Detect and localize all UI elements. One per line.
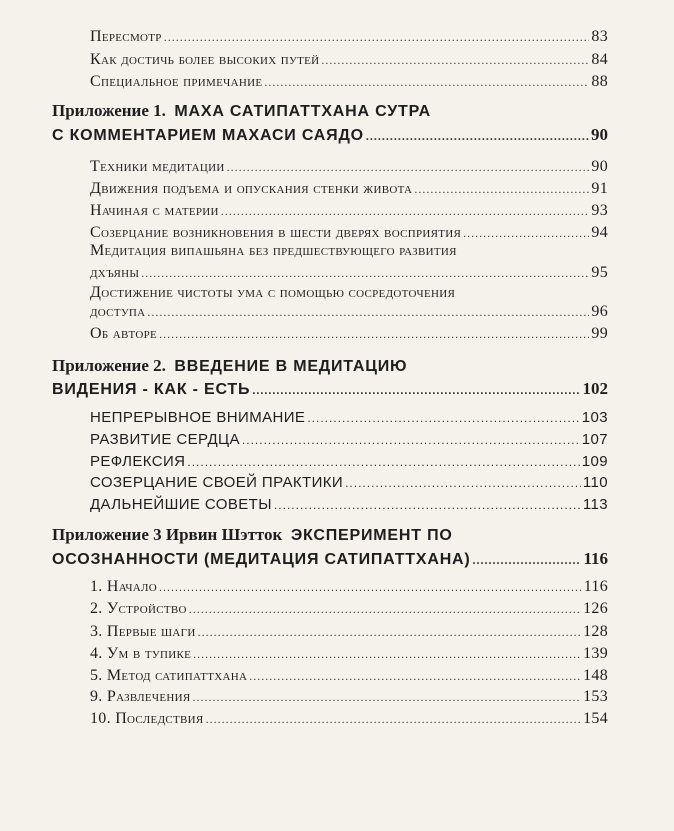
page-number: 93 — [591, 202, 608, 219]
toc-entry: Специальное примечание ..... 88 — [90, 73, 608, 91]
page-number: 103 — [581, 409, 608, 426]
dot-leader — [193, 647, 581, 662]
page-number: 154 — [583, 710, 608, 727]
dot-leader — [307, 411, 579, 425]
page-number: 153 — [583, 688, 608, 705]
toc-entry: Движения подъема и опускания стенки живота ..... 91 — [90, 180, 608, 198]
dot-leader — [345, 476, 581, 490]
dot-leader — [187, 455, 579, 469]
dot-leader — [264, 75, 589, 90]
page-number: 90 — [591, 125, 608, 144]
page-number: 84 — [591, 51, 608, 68]
page-number: 90 — [591, 158, 608, 175]
toc-entry: НЕПРЕРЫВНОЕ ВНИМАНИЕ ..... 103 — [90, 409, 608, 426]
toc-entry: Об авторе ..... 99 — [90, 325, 608, 343]
toc-entry: РАЗВИТИЕ СЕРДЦА ..... 107 — [90, 431, 608, 448]
section-heading-line: ВИДЕНИЯ - КАК - ЕСТЬ ..... 102 — [52, 379, 608, 399]
dot-leader — [141, 266, 589, 281]
page-number: 88 — [591, 73, 608, 90]
toc-entry: Пересмотр ..... 83 — [90, 28, 608, 46]
dot-leader — [252, 383, 580, 398]
page-number: 107 — [581, 431, 608, 448]
section-heading: Приложение 1. МАХА САТИПАТТХАНА СУТРА — [52, 101, 431, 120]
toc-entry: РЕФЛЕКСИЯ ..... 109 — [90, 453, 608, 470]
page-number: 110 — [582, 474, 608, 491]
dot-leader — [192, 690, 581, 705]
page-number: 102 — [582, 379, 608, 398]
toc-entry: 10. Последствия ..... 154 — [90, 710, 608, 728]
page-number: 99 — [591, 325, 608, 342]
dot-leader — [206, 712, 582, 727]
page-number: 113 — [582, 496, 608, 513]
page-number: 83 — [591, 28, 608, 45]
toc-entry: 9. Развлечения ..... 153 — [90, 688, 608, 706]
dot-leader — [221, 204, 590, 219]
dot-leader — [321, 53, 589, 68]
page-number: 95 — [591, 264, 608, 281]
toc-entry: Техники медитации ..... 90 — [90, 158, 608, 176]
dot-leader — [242, 433, 580, 447]
page-number: 139 — [583, 645, 608, 662]
section-heading: Приложение 3 Ирвин Шэтток ЭКСПЕРИМЕНТ ПО — [52, 525, 453, 544]
dot-leader — [159, 580, 582, 595]
dot-leader — [164, 30, 590, 45]
page-number: 96 — [591, 303, 608, 320]
dot-leader — [473, 553, 582, 568]
dot-leader — [147, 305, 589, 320]
toc-entry: Как достичь более высоких путей ..... 84 — [90, 51, 608, 69]
dot-leader — [414, 182, 589, 197]
section-heading: Приложение 2. ВВЕДЕНИЕ В МЕДИТАЦИЮ — [52, 356, 408, 375]
dot-leader — [159, 327, 589, 342]
dot-leader — [366, 129, 589, 144]
toc-entry: СОЗЕРЦАНИЕ СВОЕЙ ПРАКТИКИ ..... 110 — [90, 474, 608, 491]
toc-entry: 5. Метод сатипаттхана ..... 148 — [90, 667, 608, 685]
page-number: 91 — [591, 180, 608, 197]
toc-entry: дхъяны ..... 95 — [90, 264, 608, 282]
dot-leader — [463, 226, 589, 241]
page-number: 116 — [583, 549, 608, 568]
dot-leader — [227, 160, 590, 175]
page-number: 128 — [583, 623, 608, 640]
dot-leader — [274, 498, 581, 512]
toc-entry: Созерцание возникновения в шести дверях восприятия ..... 94 — [90, 224, 608, 242]
dot-leader — [189, 602, 581, 617]
toc-entry: ДАЛЬНЕЙШИЕ СОВЕТЫ ..... 113 — [90, 496, 608, 513]
section-heading-line: С КОММЕНТАРИЕМ МАХАСИ САЯДО ..... 90 — [52, 125, 608, 145]
section-heading-line: ОСОЗНАННОСТИ (МЕДИТАЦИЯ САТИПАТТХАНА) ..... 116 — [52, 549, 608, 569]
page-number: 126 — [583, 600, 608, 617]
dot-leader — [198, 625, 582, 640]
toc-entry: 2. Устройство ..... 126 — [90, 600, 608, 618]
page-number: 109 — [581, 453, 608, 470]
toc-entry: Начиная с материи ..... 93 — [90, 202, 608, 220]
toc-entry: доступа ..... 96 — [90, 303, 608, 321]
page-number: 148 — [583, 667, 608, 684]
toc-entry: 1. Начало ..... 116 — [90, 578, 608, 596]
page-number: 116 — [583, 578, 608, 595]
toc-entry: 4. Ум в тупике ..... 139 — [90, 645, 608, 663]
toc-entry-first-line: Достижение чистоты ума с помощью сосредоточения — [90, 284, 456, 301]
page-number: 94 — [591, 224, 608, 241]
dot-leader — [249, 669, 581, 684]
toc-entry-first-line: Медитация випашьяна без предшествующего развития — [90, 242, 457, 259]
toc-entry: 3. Первые шаги ..... 128 — [90, 623, 608, 641]
